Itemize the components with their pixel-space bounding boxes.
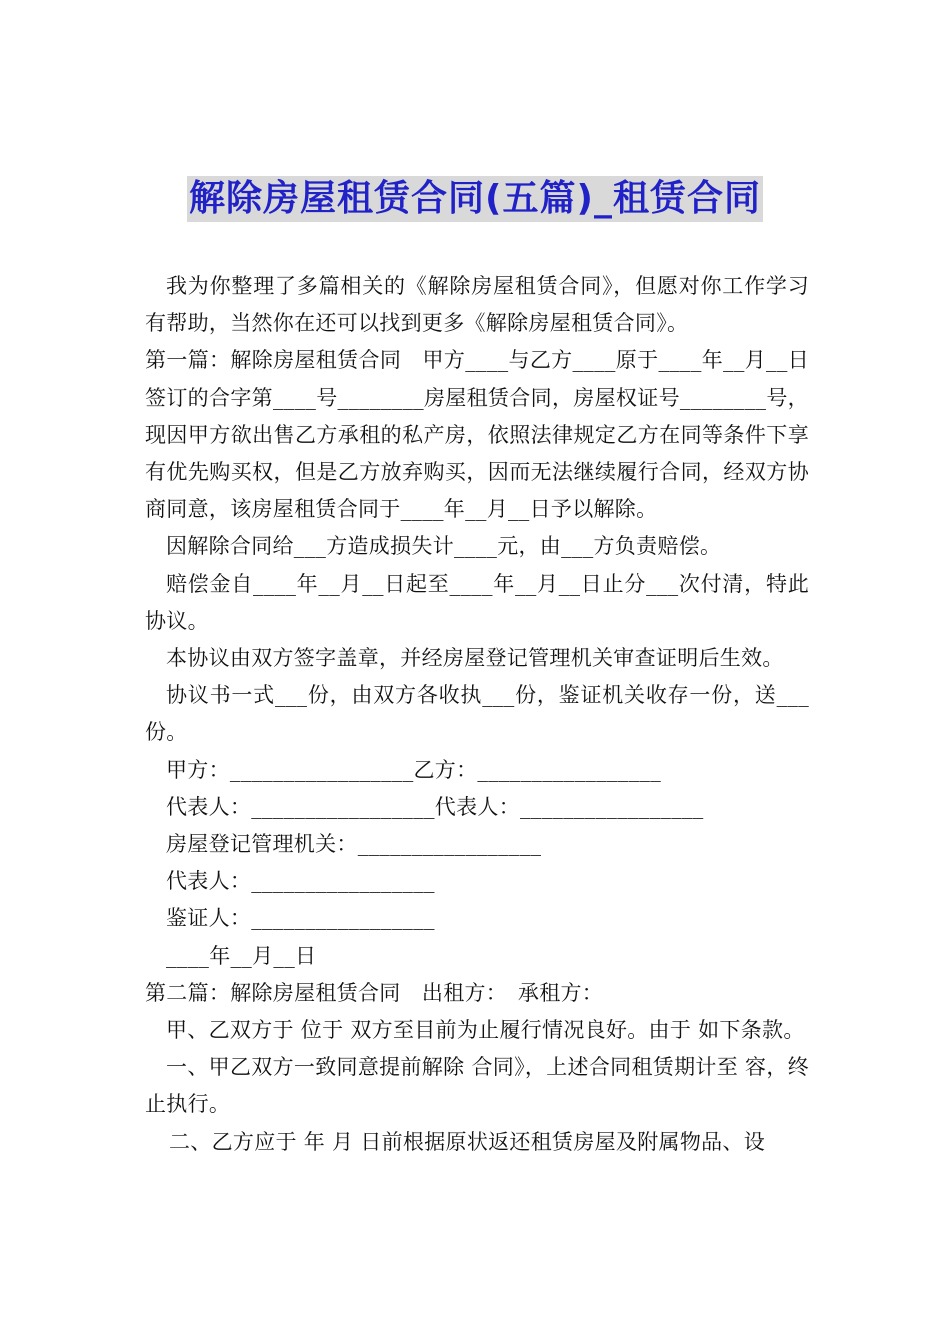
copies-paragraph: 协议书一式___份，由双方各收执___份，鉴证机关收存一份，送___份。: [145, 683, 809, 745]
compensation-paragraph: 因解除合同给___方造成损失计____元，由___方负责赔偿。: [166, 534, 722, 559]
section-two-clause-two: 二、乙方应于 年 月 日前根据原状返还租赁房屋及附属物品、设: [169, 1129, 766, 1154]
signature-authority-representative-line: 代表人：_________________: [166, 869, 435, 894]
section-two-intro: 甲、乙双方于 位于 双方至目前为止履行情况良好。由于 如下条款。: [166, 1018, 805, 1043]
signature-representative-line: 代表人：_________________代表人：_________________: [166, 794, 704, 819]
signature-date-line: ____年__月__日: [166, 943, 317, 968]
intro-paragraph: 我为你整理了多篇相关的《解除房屋租赁合同》，但愿对你工作学习有帮助，当然你在还可以找到更多《解除房屋租赁合同》。: [145, 274, 809, 336]
title-container: [0, 176, 950, 222]
section-two-clause-one: 一、甲乙双方一致同意提前解除 合同》，上述合同租赁期计至 容，终止执行。: [145, 1055, 809, 1117]
document-body: [145, 268, 809, 1161]
document-title: 解除房屋租赁合同(五篇)_租赁合同: [187, 176, 763, 222]
signature-party-line: 甲方：_________________乙方：_________________: [166, 757, 661, 782]
section-two-heading: 第二篇：解除房屋租赁合同 出租方： 承租方：: [145, 980, 604, 1005]
payment-paragraph: 赔偿金自____年__月__日起至____年__月__日止分___次付清，特此协议。: [145, 571, 809, 633]
signature-witness-line: 鉴证人：_________________: [166, 906, 435, 931]
signature-authority-line: 房屋登记管理机关：_________________: [166, 832, 542, 857]
section-one-paragraph: 第一篇：解除房屋租赁合同 甲方____与乙方____原于____年__月__日签订的合字第____号________房屋租赁合同，房屋权证号________号，现因甲方欲出售乙方承租的私产房，依照法律规定乙方在同等条件下享有优先购买权，但是乙方放弃购买，因而无法继续履行合同，经双方协商同意，该房屋租赁合同于____年__月__日予以解除。: [145, 348, 809, 522]
effective-paragraph: 本协议由双方签字盖章，并经房屋登记管理机关审查证明后生效。: [166, 646, 784, 671]
